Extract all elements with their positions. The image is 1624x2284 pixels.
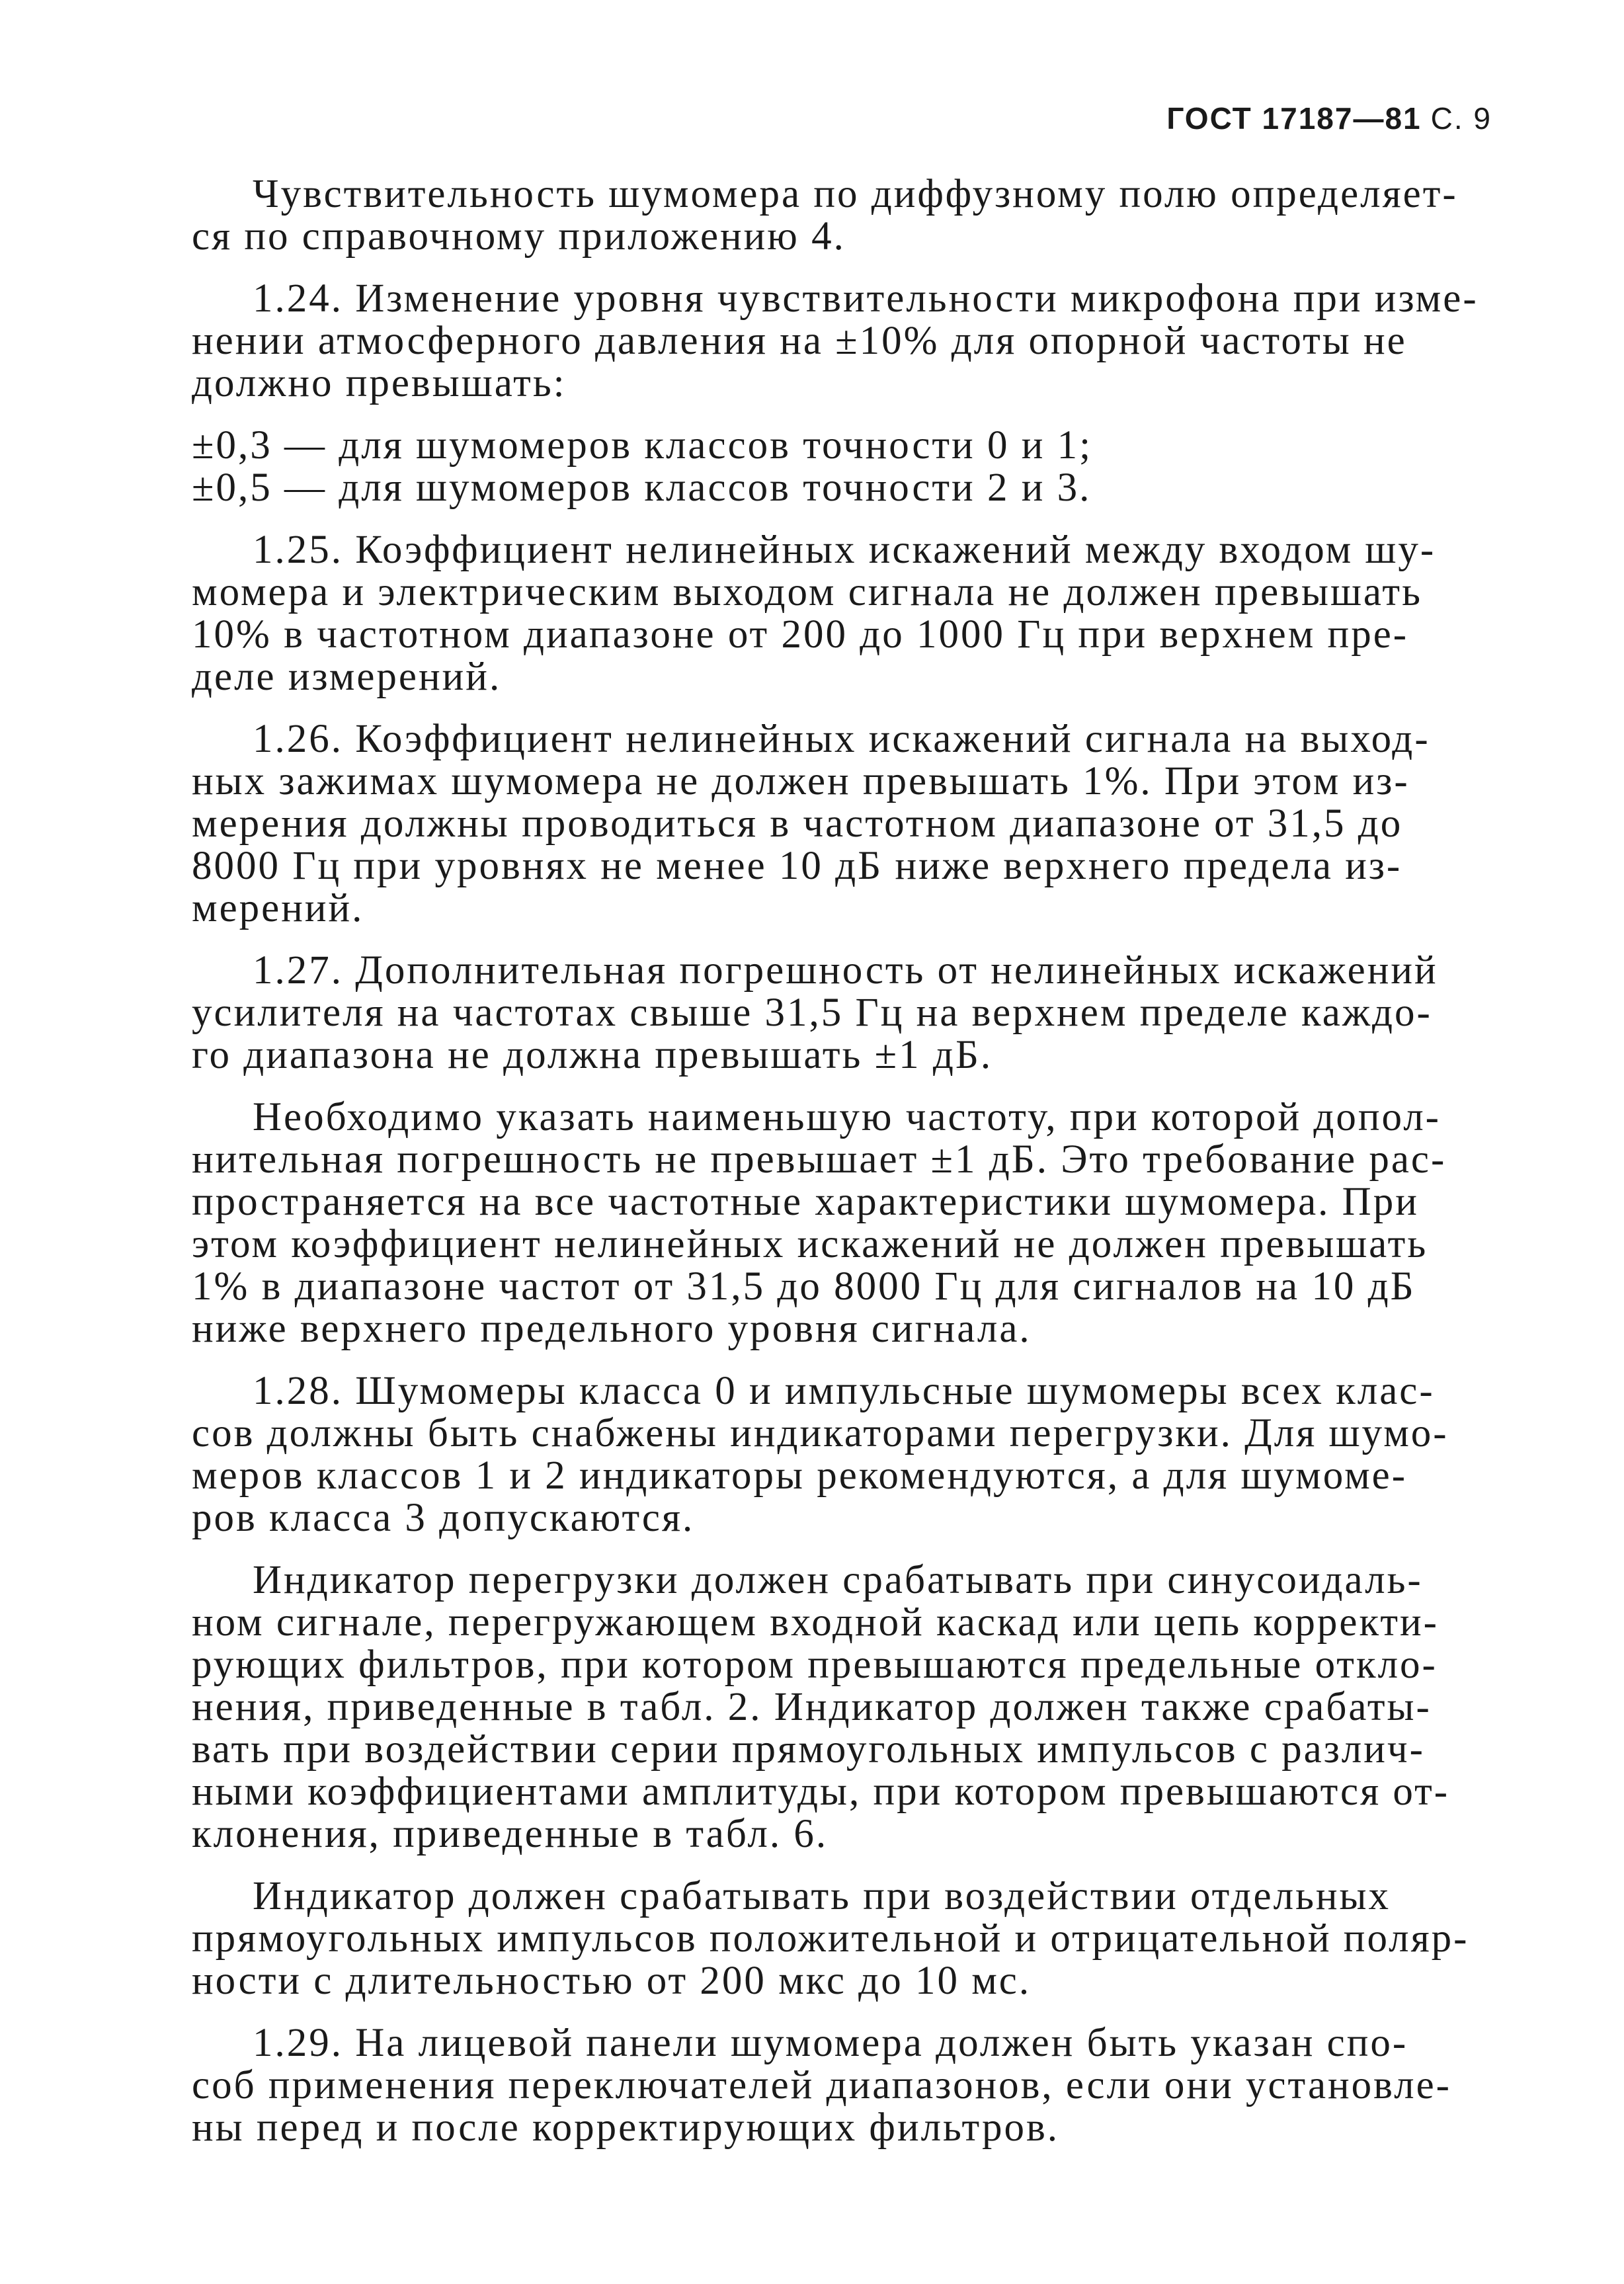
text-line: должно превышать: <box>192 361 567 405</box>
list-item: ±0,5 — для шумомеров классов точности 2 и 3. <box>192 466 1092 510</box>
text-line: соб применения переключателей диапазонов, если они установле- <box>192 2063 1451 2107</box>
text-line: Индикатор перегрузки должен срабатывать при синусоидаль- <box>253 1558 1423 1602</box>
list-item: ±0,3 — для шумомеров классов точности 0 и 1; <box>192 423 1093 468</box>
text-line: ности с длительностью от 200 мкс до 10 мс. <box>192 1959 1032 2003</box>
text-line: пространяется на все частотные характеристики шумомера. При <box>192 1180 1419 1224</box>
paragraph-1-25 <box>192 529 1492 698</box>
text-line: Чувствительность шумомера по диффузному полю определяет- <box>253 172 1458 216</box>
text-line: рующих фильтров, при котором превышаются предельные откло- <box>192 1643 1438 1687</box>
text-line: вать при воздействии серии прямоугольных импульсов с различ- <box>192 1727 1425 1772</box>
text-line: этом коэффициент нелинейных искажений не должен превышать <box>192 1222 1428 1266</box>
paragraph-1-26 <box>192 718 1492 930</box>
text-line: ном сигнале, перегружающем входной каскад или цепь корректи- <box>192 1600 1439 1645</box>
paragraph-1-24-list <box>192 425 1492 509</box>
text-line: ны перед и после корректирующих фильтров. <box>192 2105 1059 2150</box>
text-line: клонения, приведенные в табл. 6. <box>192 1812 829 1856</box>
text-line: го диапазона не должна превышать ±1 дБ. <box>192 1033 993 1077</box>
page-header <box>1166 101 1492 136</box>
paragraph-1-29 <box>192 2022 1492 2149</box>
text-line: 1.26. Коэффициент нелинейных искажений сигнала на выход- <box>253 717 1430 761</box>
paragraph-1-24 <box>192 278 1492 405</box>
paragraph-1-27 <box>192 950 1492 1077</box>
paragraph-1-27-note <box>192 1096 1492 1350</box>
text-line: нения, приведенные в табл. 2. Индикатор должен также срабаты- <box>192 1685 1432 1729</box>
text-line: деле измерений. <box>192 655 502 699</box>
text-line: нительная погрешность не превышает ±1 дБ. Это требование рас- <box>192 1137 1447 1182</box>
paragraph-1-28-pulses <box>192 1875 1492 2002</box>
paragraph-1-28 <box>192 1370 1492 1539</box>
standard-number: ГОСТ 17187—81 <box>1166 101 1422 136</box>
text-line: нении атмосферного давления на ±10% для опорной частоты не <box>192 319 1407 363</box>
text-line: 10% в частотном диапазоне от 200 до 1000 Гц при верхнем пре- <box>192 612 1409 657</box>
text-line: 1.25. Коэффициент нелинейных искажений между входом шу- <box>253 528 1436 572</box>
text-line: прямоугольных импульсов положительной и отрицательной поляр- <box>192 1916 1469 1961</box>
page-number: С. 9 <box>1430 101 1492 136</box>
text-line: Индикатор должен срабатывать при воздействии отдельных <box>253 1874 1391 1918</box>
text-line: 1% в диапазоне частот от 31,5 до 8000 Гц для сигналов на 10 дБ <box>192 1264 1416 1309</box>
text-line: ся по справочному приложению 4. <box>192 214 846 259</box>
text-line: 1.27. Дополнительная погрешность от нелинейных искажений <box>253 948 1438 993</box>
paragraph-1-28-indicator <box>192 1559 1492 1856</box>
text-line: мерений. <box>192 886 364 930</box>
text-line: Необходимо указать наименьшую частоту, при которой допол- <box>253 1095 1441 1139</box>
text-line: меров классов 1 и 2 индикаторы рекомендуются, а для шумоме- <box>192 1453 1408 1498</box>
text-line: ниже верхнего предельного уровня сигнала. <box>192 1307 1032 1351</box>
text-line: момера и электрическим выходом сигнала не должен превышать <box>192 570 1422 614</box>
text-line: сов должны быть снабжены индикаторами перегрузки. Для шумо- <box>192 1411 1449 1455</box>
text-line: ров класса 3 допускаются. <box>192 1496 695 1540</box>
text-line: 1.24. Изменение уровня чувствительности микрофона при изме- <box>253 276 1479 321</box>
text-line: 1.28. Шумомеры класса 0 и импульсные шумомеры всех клас- <box>253 1369 1435 1413</box>
text-line: 1.29. На лицевой панели шумомера должен быть указан спо- <box>253 2021 1408 2065</box>
paragraph-sensitivity-diffuse <box>192 173 1492 258</box>
text-line: ных зажимах шумомера не должен превышать 1%. При этом из- <box>192 759 1410 803</box>
text-line: ными коэффициентами амплитуды, при котором превышаются от- <box>192 1770 1450 1814</box>
text-line: усилителя на частотах свыше 31,5 Гц на верхнем пределе каждо- <box>192 991 1432 1035</box>
document-body <box>192 173 1492 2169</box>
text-line: мерения должны проводиться в частотном диапазоне от 31,5 до <box>192 801 1403 846</box>
text-line: 8000 Гц при уровнях не менее 10 дБ ниже верхнего предела из- <box>192 844 1402 888</box>
